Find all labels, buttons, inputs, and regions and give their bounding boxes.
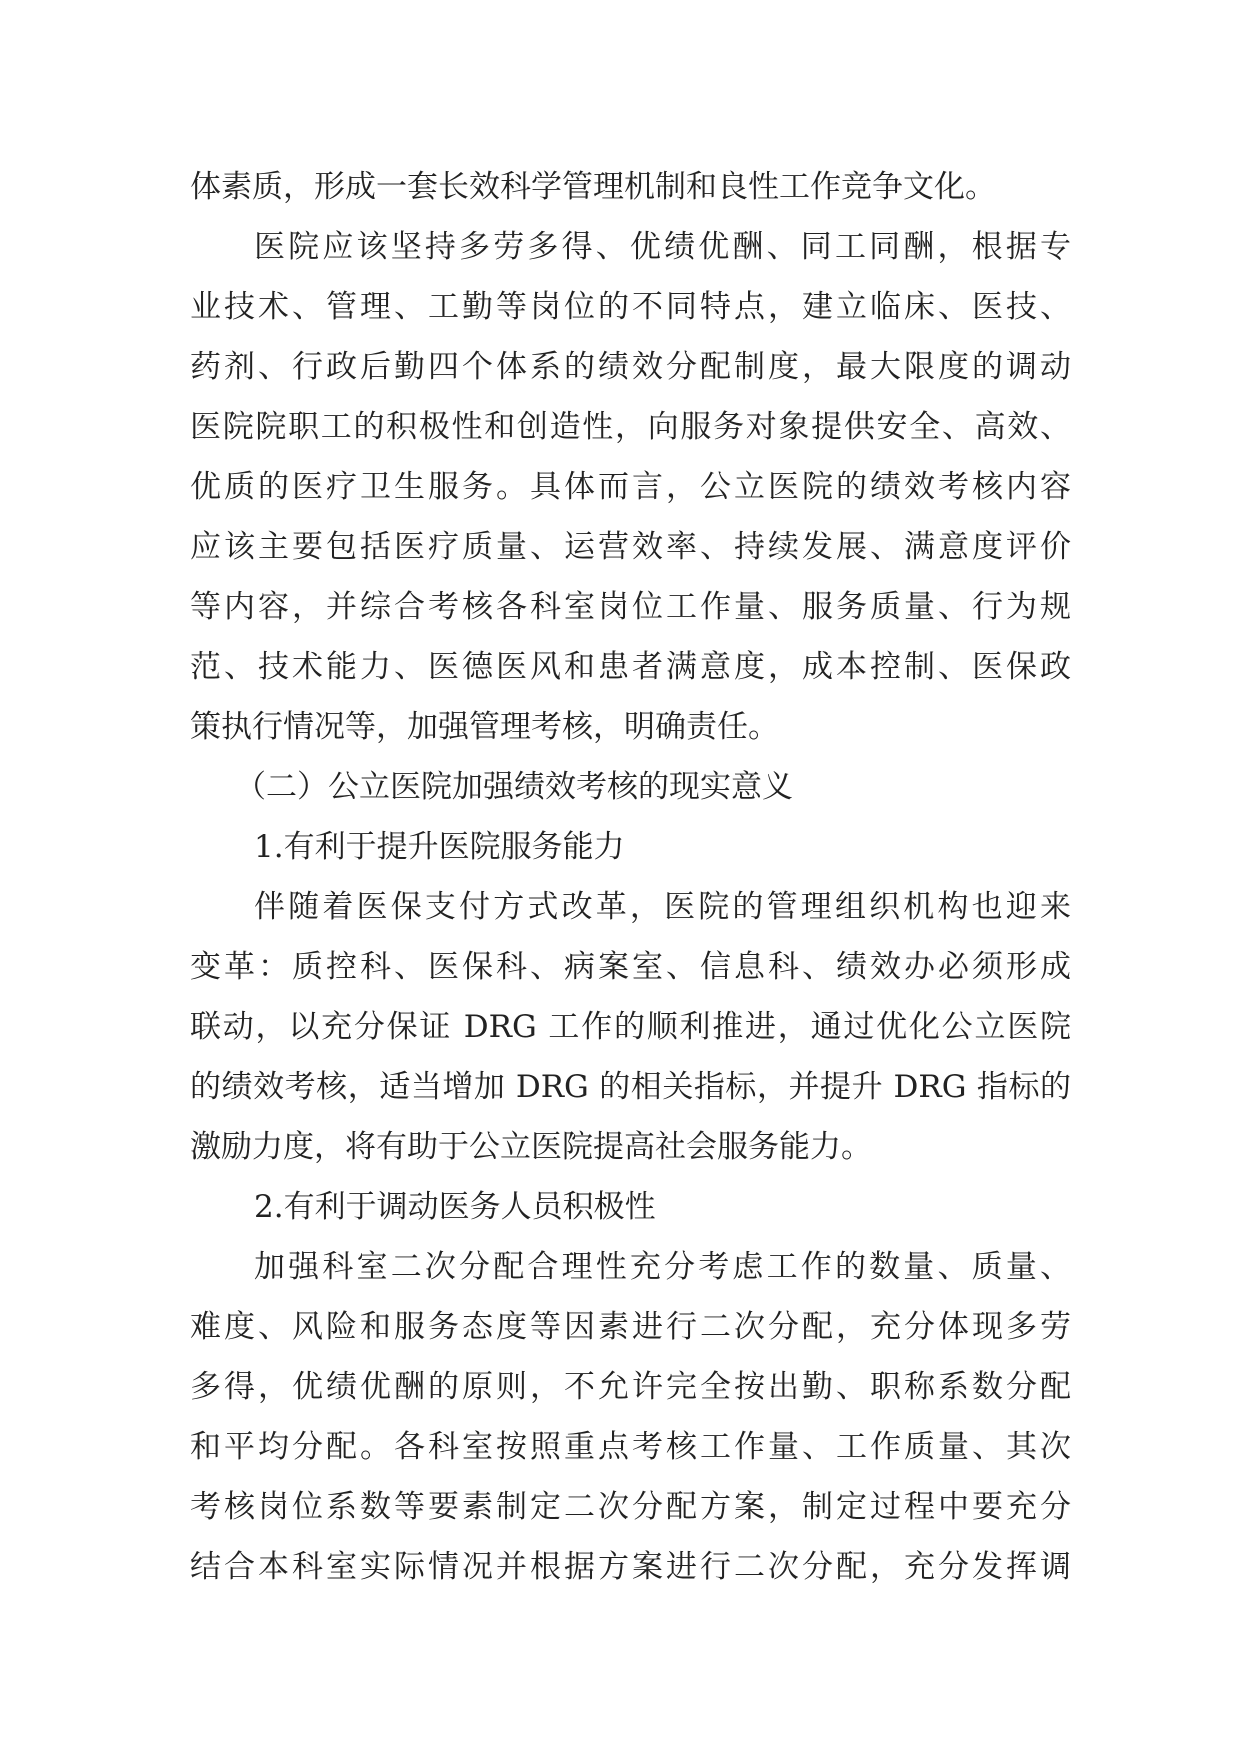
paragraph-line: 体素质，形成一套长效科学管理机制和良性工作竞争文化。: [190, 169, 996, 205]
subsection-heading: 2.有利于调动医务人员积极性: [254, 1189, 656, 1225]
paragraph-line: 范、技术能力、医德医风和患者满意度，成本控制、医保政: [190, 649, 1071, 685]
paragraph-line: 变革：质控科、医保科、病案室、信息科、绩效办必须形成: [190, 949, 1071, 985]
paragraph-line: 策执行情况等，加强管理考核，明确责任。: [190, 709, 779, 745]
paragraph-line: 激励力度，将有助于公立医院提高社会服务能力。: [190, 1129, 872, 1165]
paragraph-line: 等内容，并综合考核各科室岗位工作量、服务质量、行为规: [190, 589, 1071, 625]
subsection-heading: 1.有利于提升医院服务能力: [254, 829, 625, 865]
paragraph-line: 难度、风险和服务态度等因素进行二次分配，充分体现多劳: [190, 1309, 1071, 1345]
paragraph-line: 考核岗位系数等要素制定二次分配方案，制定过程中要充分: [190, 1489, 1071, 1525]
paragraph-line: 应该主要包括医疗质量、运营效率、持续发展、满意度评价: [190, 529, 1071, 565]
paragraph-line: 加强科室二次分配合理性充分考虑工作的数量、质量、: [254, 1249, 1071, 1285]
paragraph-line: 伴随着医保支付方式改革，医院的管理组织机构也迎来: [254, 889, 1071, 925]
paragraph-line: 医院应该坚持多劳多得、优绩优酬、同工同酬，根据专: [254, 229, 1071, 265]
paragraph-line: 的绩效考核，适当增加 DRG 的相关指标，并提升 DRG 指标的: [190, 1069, 1071, 1105]
paragraph-line: 结合本科室实际情况并根据方案进行二次分配，充分发挥调: [190, 1549, 1071, 1585]
paragraph-line: 业技术、管理、工勤等岗位的不同特点，建立临床、医技、: [190, 289, 1071, 325]
paragraph-line: 多得，优绩优酬的原则，不允许完全按出勤、职称系数分配: [190, 1369, 1071, 1405]
paragraph-line: 和平均分配。各科室按照重点考核工作量、工作质量、其次: [190, 1429, 1071, 1465]
section-heading: （二）公立医院加强绩效考核的现实意义: [235, 769, 793, 805]
paragraph-line: 优质的医疗卫生服务。具体而言，公立医院的绩效考核内容: [190, 469, 1071, 505]
paragraph-line: 联动，以充分保证 DRG 工作的顺利推进，通过优化公立医院: [190, 1009, 1071, 1045]
paragraph-line: 药剂、行政后勤四个体系的绩效分配制度，最大限度的调动: [190, 349, 1071, 385]
paragraph-line: 医院院职工的积极性和创造性，向服务对象提供安全、高效、: [190, 409, 1071, 445]
